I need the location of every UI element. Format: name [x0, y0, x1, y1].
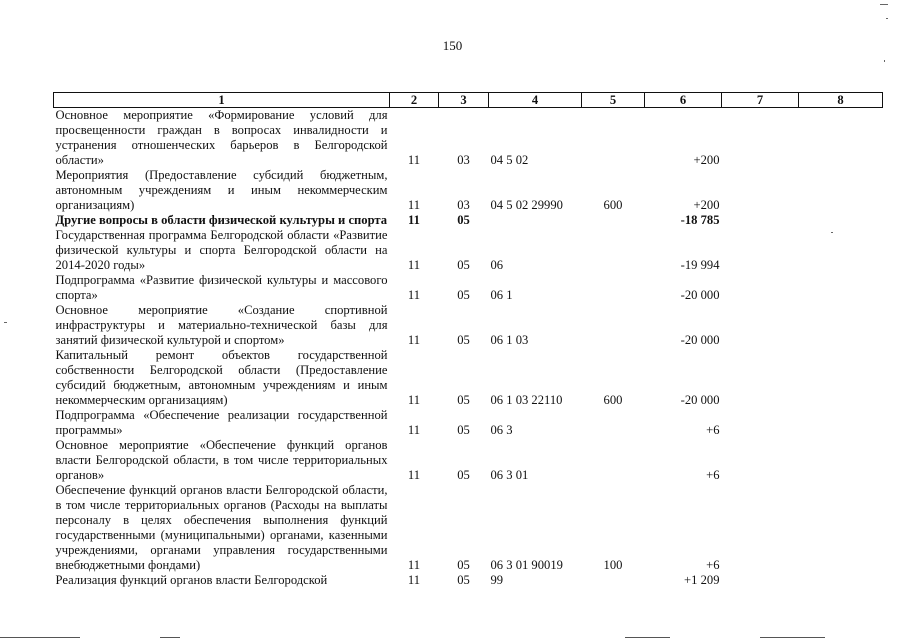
row-description: Основное мероприятие «Обеспечение функций органов власти Белгородской области, в том числе территориальных органов»: [55, 438, 388, 482]
row-target-article: 06 3 01: [490, 468, 529, 482]
row-section: 11: [407, 198, 421, 212]
row-subsection: 05: [457, 213, 470, 227]
header-cell-3: 3: [439, 93, 489, 108]
row-amount: +200: [693, 198, 720, 212]
header-cell-8: 8: [799, 93, 883, 108]
row-amount: -20 000: [680, 333, 720, 347]
header-row: [54, 93, 883, 108]
row-expense-type: [582, 228, 645, 273]
scan-speck: [884, 60, 885, 62]
row-amount: +6: [706, 423, 720, 437]
page-number: 150: [442, 38, 463, 53]
row-expense-type: 100: [603, 558, 623, 572]
table-row: [54, 273, 883, 303]
row-amount: -20 000: [680, 288, 720, 302]
row-amount: -18 785: [680, 213, 720, 227]
header-cell-5: 5: [582, 93, 645, 108]
header-cell-4: 4: [489, 93, 582, 108]
row-col8: [799, 573, 883, 588]
row-subsection: 05: [457, 288, 470, 302]
row-description: Капитальный ремонт объектов государственной собственности Белгородской области (Предоставление субсидий бюджетным, автономным учреждениям и иным некоммерческим организациям): [55, 348, 388, 407]
row-col7: [722, 348, 799, 408]
table-row: [54, 348, 883, 408]
row-description: Подпрограмма «Развитие физической культуры и массового спорта»: [55, 273, 388, 302]
table-row: [54, 408, 883, 438]
header-cell-2: 2: [390, 93, 439, 108]
row-description: Другие вопросы в области физической культуры и спорта: [55, 213, 388, 227]
row-target-article: 06 1 03 22110: [490, 393, 563, 407]
row-expense-type: [582, 303, 645, 348]
row-expense-type: 600: [603, 198, 623, 212]
row-expense-type: [582, 408, 645, 438]
header-cell-7: 7: [722, 93, 799, 108]
row-description: Реализация функций органов власти Белгородской: [55, 573, 328, 587]
table-row: [54, 483, 883, 573]
table-row: [54, 303, 883, 348]
scan-speck: [4, 322, 7, 323]
row-section: 11: [407, 423, 421, 437]
row-expense-type: [582, 573, 645, 588]
row-col8: [799, 213, 883, 228]
row-section: 11: [407, 558, 421, 572]
row-col7: [722, 483, 799, 573]
row-target-article: 06 3: [490, 423, 513, 437]
row-target-article: 04 5 02 29990: [490, 198, 563, 212]
scan-artifact-line: [0, 637, 80, 638]
row-target-article: 99: [490, 573, 504, 587]
row-subsection: 05: [457, 333, 470, 347]
row-col7: [722, 168, 799, 213]
row-subsection: 05: [457, 393, 470, 407]
table-row: [54, 168, 883, 213]
row-col8: [799, 408, 883, 438]
row-target-article: 06 1: [490, 288, 513, 302]
row-subsection: 05: [457, 423, 470, 437]
row-target-article: [489, 213, 582, 228]
header-cell-1: 1: [54, 93, 390, 108]
scan-speck: [880, 4, 888, 5]
row-section: 11: [407, 333, 421, 347]
row-section: 11: [407, 288, 421, 302]
row-subsection: 03: [457, 198, 470, 212]
table-row: [54, 108, 883, 169]
row-section: 11: [407, 573, 421, 587]
row-col8: [799, 273, 883, 303]
scan-speck: [831, 232, 833, 233]
row-subsection: 03: [457, 153, 470, 167]
row-subsection: 05: [457, 573, 470, 587]
row-col8: [799, 168, 883, 213]
row-col7: [722, 228, 799, 273]
row-col8: [799, 483, 883, 573]
row-amount: -19 994: [680, 258, 720, 272]
row-subsection: 05: [457, 258, 470, 272]
row-target-article: 06 3 01 90019: [490, 558, 563, 572]
row-col8: [799, 108, 883, 169]
row-col8: [799, 348, 883, 408]
row-expense-type: [582, 273, 645, 303]
row-amount: +6: [706, 558, 720, 572]
row-section: 11: [407, 153, 421, 167]
table-row: [54, 228, 883, 273]
row-col7: [722, 108, 799, 169]
row-amount: +1 209: [684, 573, 720, 587]
row-target-article: 06: [490, 258, 504, 272]
row-description: Мероприятия (Предоставление субсидий бюджетным, автономным учреждениям и иным некоммерческим организациям): [55, 168, 388, 212]
row-expense-type: [582, 438, 645, 483]
row-description: Основное мероприятие «Формирование условий для просвещенности граждан в вопросах инвалидности и устранения отношенческих барьеров в Белгородской области»: [55, 108, 388, 167]
row-col8: [799, 303, 883, 348]
table-row: [54, 438, 883, 483]
table-body: [54, 108, 883, 589]
row-subsection: 05: [457, 558, 470, 572]
scan-speck: [886, 18, 888, 19]
table-row: [54, 213, 883, 228]
row-description: Подпрограмма «Обеспечение реализации государственной программы»: [55, 408, 388, 437]
row-section: 11: [407, 468, 421, 482]
row-col7: [722, 213, 799, 228]
row-col7: [722, 438, 799, 483]
row-target-article: 04 5 02: [490, 153, 529, 167]
row-expense-type: 600: [603, 393, 623, 407]
budget-table: [53, 92, 883, 588]
header-cell-6: 6: [645, 93, 722, 108]
row-subsection: 05: [457, 468, 470, 482]
row-description: Государственная программа Белгородской области «Развитие физической культуры и спорта Белгородской области на 2014-2020 годы»: [55, 228, 388, 272]
table-row: [54, 573, 883, 588]
row-col7: [722, 273, 799, 303]
row-expense-type: [582, 213, 645, 228]
scan-artifact-line: [160, 637, 180, 638]
row-description: Обеспечение функций органов власти Белгородской области, в том числе территориальных органов (Расходы на выплаты персоналу в целях обеспечения выполнения функций государственными (муниципальными) органами, казенными учреждениями, органами управления государственными внебюджетными фондами): [55, 483, 388, 572]
row-amount: +200: [693, 153, 720, 167]
scan-artifact-line: [760, 637, 825, 638]
row-expense-type: [582, 108, 645, 169]
row-section: 11: [407, 258, 421, 272]
row-section: 11: [407, 393, 421, 407]
row-target-article: 06 1 03: [490, 333, 529, 347]
row-col8: [799, 228, 883, 273]
scan-artifact-line: [625, 637, 670, 638]
row-col7: [722, 303, 799, 348]
row-section: 11: [408, 213, 420, 227]
row-amount: +6: [706, 468, 720, 482]
row-col7: [722, 408, 799, 438]
row-description: Основное мероприятие «Создание спортивной инфраструктуры и материально-технической базы для занятий физической культурой и спортом»: [55, 303, 388, 347]
row-col8: [799, 438, 883, 483]
row-col7: [722, 573, 799, 588]
row-amount: -20 000: [680, 393, 720, 407]
